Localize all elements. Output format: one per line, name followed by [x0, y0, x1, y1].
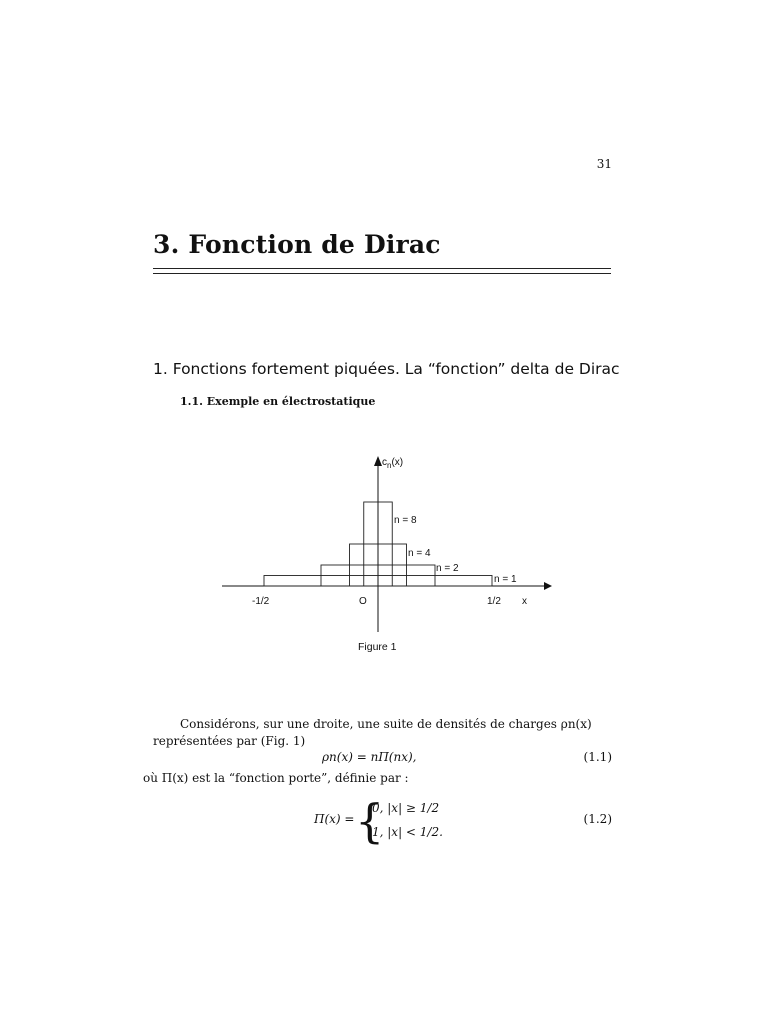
- cases-brace: {: [355, 794, 385, 848]
- equation-1-2-lhs: Π(x) =: [314, 812, 355, 826]
- chapter-rule-bottom: [153, 273, 611, 274]
- figure-1: [222, 446, 557, 641]
- figure-caption: Figure 1: [358, 641, 397, 653]
- equation-1-2-case-1: 0, |x| ≥ 1/2: [372, 801, 440, 815]
- tick-label-left: -1/2: [252, 596, 270, 607]
- curve-label-n1: n = 1: [494, 574, 517, 585]
- curve-label-n8: n = 8: [394, 515, 417, 526]
- origin-label: O: [359, 596, 367, 607]
- equation-1-1-number: (1.1): [583, 750, 612, 764]
- tick-label-right: 1/2: [487, 596, 501, 607]
- equation-1-2-case-2: 1, |x| < 1/2.: [372, 825, 443, 839]
- y-axis-label: $c_n(x)$: [382, 457, 404, 470]
- x-axis-arrow: [544, 582, 552, 590]
- curve-label-n4: n = 4: [408, 548, 431, 559]
- chapter-title: 3. Fonction de Dirac: [153, 230, 441, 259]
- chapter-rule-top: [153, 268, 611, 269]
- page-number: 31: [596, 157, 612, 171]
- x-axis-label: x: [522, 596, 527, 607]
- equation-1-1: ρn(x) = nΠ(nx),: [322, 750, 417, 764]
- section-title: 1. Fonctions fortement piquées. La “fonction” delta de Dirac: [153, 360, 620, 378]
- subsection-title: 1.1. Exemple en électrostatique: [180, 395, 376, 408]
- paragraph-2: où Π(x) est la “fonction porte”, définie par :: [143, 771, 409, 785]
- curve-label-n2: n = 2: [436, 563, 459, 574]
- y-axis-arrow: [374, 456, 382, 466]
- paragraph-1: Considérons, sur une droite, une suite de densités de charges ρn(x) représentées par (Fig. 1): [153, 717, 592, 748]
- equation-1-2-number: (1.2): [583, 812, 612, 826]
